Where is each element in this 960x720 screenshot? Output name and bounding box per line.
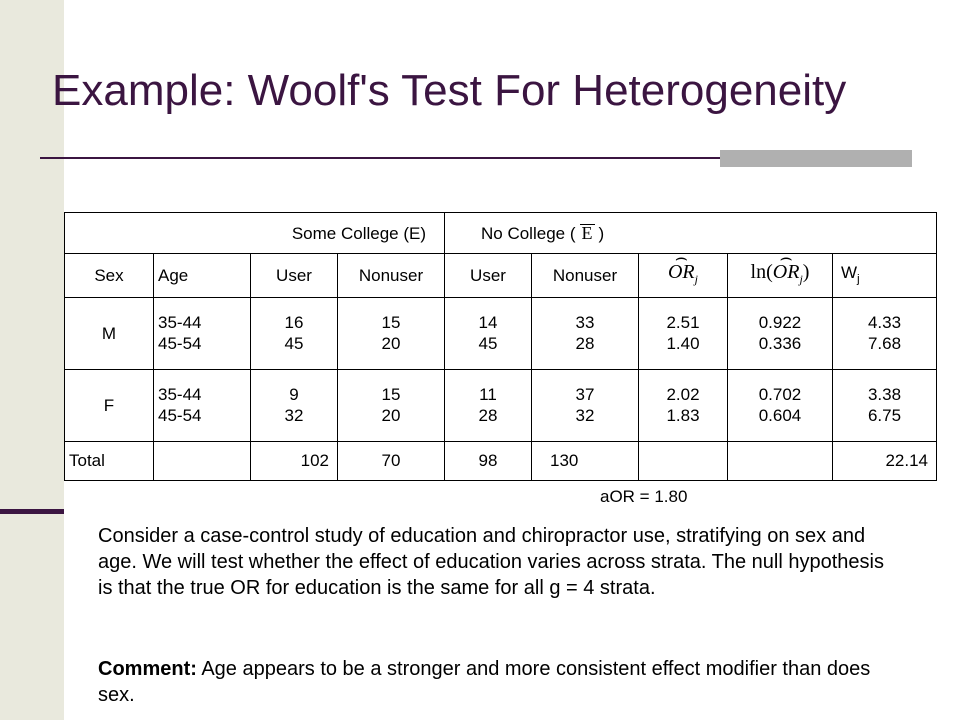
value-line: 16 [284, 313, 304, 333]
cell-user-no-college [445, 369, 532, 441]
value-line: 28 [575, 334, 595, 354]
age-line: 45-54 [158, 406, 202, 426]
value-line: 33 [575, 313, 595, 333]
cell-weight [833, 369, 937, 441]
value-line: 2.02 [666, 385, 700, 405]
col-nonuser-no-college: Nonuser [532, 254, 639, 297]
weight-letter: W [841, 262, 858, 282]
age-line: 35-44 [158, 313, 202, 333]
value-line: 15 [381, 385, 401, 405]
value-line: 11 [479, 385, 497, 405]
value-line: 45 [284, 334, 304, 354]
slide-title: Example: Woolf's Test For Heterogeneity [52, 66, 847, 115]
value-line: 1.83 [666, 406, 700, 426]
age-line: 45-54 [158, 334, 202, 354]
cell-user-some-college [251, 369, 338, 441]
value-line: 20 [381, 406, 401, 426]
ln-suffix: ) [802, 260, 810, 283]
value-line: 15 [381, 313, 401, 333]
value-line: 2.51 [666, 313, 700, 333]
value-line: 20 [381, 334, 401, 354]
cell-sex: F [65, 369, 154, 441]
comment-text: Age appears to be a stronger and more consistent effect modifier than does sex. [98, 658, 871, 706]
cell-age [154, 297, 251, 369]
cell-empty [154, 441, 251, 480]
cell-nonuser-some-college [338, 297, 445, 369]
description-paragraph: Consider a case-control study of education and chiropractor use, stratifying on sex and age. We will test whether the effect of education varies across strata. The null hypothesis is that the true OR for education is the same for all g = 4 strata. [98, 525, 884, 599]
cell-sex: M [65, 297, 154, 369]
value-line: 45 [478, 334, 498, 354]
ln-or-hat-symbol: ⌢ OR [773, 262, 800, 283]
cell-nonuser-some-college [338, 369, 445, 441]
left-accent-bar [0, 509, 64, 514]
ln-or-subscript: j [799, 271, 803, 286]
col-user-some-college: User [251, 254, 338, 297]
value-line: 3.38 [867, 385, 902, 405]
value-line: 1.40 [666, 334, 700, 354]
cell-weight [833, 297, 937, 369]
table-row [65, 297, 937, 369]
cell-ln-or [728, 369, 833, 441]
column-header-row [65, 254, 937, 297]
ln-or-formula [750, 260, 810, 286]
cell-empty [728, 441, 833, 480]
header-no-college [445, 213, 937, 254]
cell-or [639, 297, 728, 369]
col-age: Age [154, 254, 251, 297]
cell-age [154, 369, 251, 441]
cell-nonuser-no-college [532, 297, 639, 369]
cell-total-label: Total [65, 441, 154, 480]
value-line: 37 [575, 385, 595, 405]
or-hat-formula [667, 260, 698, 286]
cell-total-weight: 22.14 [833, 441, 937, 480]
cell-ln-or [728, 297, 833, 369]
value-line: 7.68 [867, 334, 902, 354]
age-line: 35-44 [158, 385, 202, 405]
cell-or [639, 369, 728, 441]
cell-total-user-no-college: 98 [445, 441, 532, 480]
weight-subscript: j [857, 271, 860, 286]
cell-total-user-some-college: 102 [251, 441, 338, 480]
value-line: 14 [478, 313, 498, 333]
cell-total-nonuser-no-college: 130 [532, 441, 639, 480]
col-sex: Sex [65, 254, 154, 297]
total-row [65, 441, 937, 480]
comment-paragraph [98, 656, 898, 708]
cell-nonuser-no-college [532, 369, 639, 441]
value-line: 32 [284, 406, 304, 426]
col-or-hat [639, 254, 728, 297]
ln-prefix: ln( [750, 260, 773, 283]
group-header-row [65, 213, 937, 254]
or-hat-symbol: ⌢ OR [668, 262, 695, 283]
adjusted-or-label: aOR = 1.80 [600, 487, 688, 506]
col-weight [833, 254, 937, 297]
col-user-no-college: User [445, 254, 532, 297]
header-some-college: Some College (E) [65, 213, 445, 254]
value-line: 0.702 [758, 385, 802, 405]
col-ln-or-hat [728, 254, 833, 297]
value-line: 28 [478, 406, 498, 426]
no-college-label: No College ( [481, 223, 576, 243]
strata-table [64, 212, 937, 481]
title-rule-accent [720, 150, 912, 167]
value-line: 0.604 [758, 406, 802, 426]
value-line: 32 [575, 406, 595, 426]
table-row [65, 369, 937, 441]
cell-user-some-college [251, 297, 338, 369]
comment-label: Comment: [98, 658, 197, 680]
value-line: 6.75 [867, 406, 902, 426]
or-subscript: j [694, 271, 698, 286]
value-line: 0.336 [758, 334, 802, 354]
value-line: 4.33 [867, 313, 902, 333]
cell-total-nonuser-some-college: 70 [338, 441, 445, 480]
no-college-close: ) [598, 223, 605, 243]
e-bar-symbol: E [581, 222, 593, 243]
value-line: 0.922 [758, 313, 802, 333]
col-nonuser-some-college: Nonuser [338, 254, 445, 297]
cell-user-no-college [445, 297, 532, 369]
cell-empty [639, 441, 728, 480]
value-line: 9 [289, 385, 299, 405]
